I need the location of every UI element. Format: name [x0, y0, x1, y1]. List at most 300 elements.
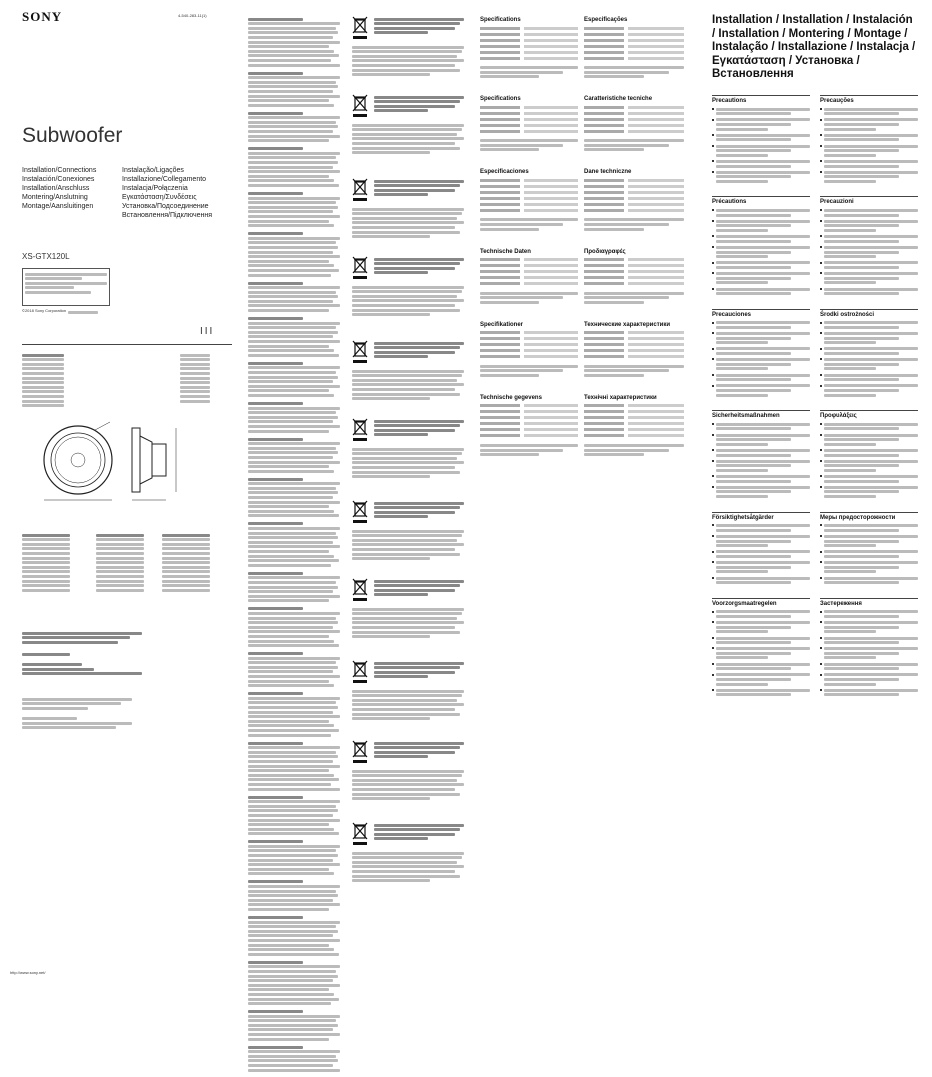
- text-line: [824, 347, 918, 350]
- text-line: [716, 209, 810, 212]
- disposal-text-column: [248, 0, 348, 992]
- precaution-title: Застереження: [820, 598, 918, 607]
- text-line: [352, 788, 455, 791]
- text-line: [352, 299, 464, 302]
- text-line: [716, 449, 810, 452]
- text-line: [352, 713, 460, 716]
- text-line: [248, 894, 338, 897]
- bullet-item: [820, 244, 918, 259]
- text-line: [716, 118, 810, 121]
- text-line: [248, 317, 303, 320]
- ref-mark: III: [200, 326, 215, 337]
- bullet-item: [820, 646, 918, 661]
- text-line: [824, 288, 918, 291]
- precaution-title: Sicherheitsmaßnahmen: [712, 410, 810, 419]
- text-line: [824, 427, 899, 430]
- model-number: XS-GTX120L: [22, 252, 70, 261]
- text-line: [248, 72, 303, 75]
- bin-paragraph: [352, 446, 464, 480]
- text-line: [248, 854, 338, 857]
- text-line: [248, 152, 340, 155]
- text-line: [248, 564, 331, 567]
- text-line: [352, 475, 430, 478]
- text-line: [716, 149, 791, 152]
- text-line: [248, 953, 339, 956]
- text-line: [716, 486, 810, 489]
- text-line: [374, 502, 464, 505]
- text-line: [480, 144, 563, 147]
- text-line: [248, 979, 333, 982]
- bullet-item: [712, 646, 810, 661]
- text-line: [480, 453, 539, 456]
- text-line: [248, 845, 340, 848]
- disposal-paragraph: [248, 362, 340, 397]
- text-line: [824, 112, 899, 115]
- bullet-item: [820, 549, 918, 560]
- text-line: [248, 501, 340, 504]
- text-line: [716, 652, 791, 655]
- text-line: [248, 1028, 333, 1031]
- disposal-paragraph: [248, 72, 340, 107]
- text-line: [716, 673, 810, 676]
- bullet-item: [712, 132, 810, 143]
- bullet-item: [820, 474, 918, 485]
- dimensions-list: [22, 352, 64, 409]
- text-line: [248, 1059, 338, 1062]
- spec-title: Specifications: [480, 96, 521, 103]
- spec-title: Dane techniczne: [584, 169, 632, 176]
- crossed-bin-icon: [352, 660, 368, 684]
- bin-text: [374, 94, 464, 114]
- text-line: [716, 544, 768, 547]
- text-line: [374, 584, 460, 587]
- bullet-item: [712, 383, 810, 398]
- text-line: [352, 534, 462, 537]
- text-line: [374, 31, 428, 34]
- text-line: [716, 363, 791, 366]
- disposal-paragraph: [248, 18, 340, 67]
- spec-row: [480, 128, 578, 134]
- text-line: [374, 515, 428, 518]
- precaution-section: [820, 410, 918, 499]
- text-line: [352, 852, 464, 855]
- text-line: [248, 751, 336, 754]
- subtitle-item: Instalação/Ligações: [122, 167, 184, 174]
- disposal-paragraph: [248, 438, 340, 473]
- text-line: [824, 577, 918, 580]
- bullet-item: [712, 158, 810, 169]
- bullet-item: [820, 169, 918, 184]
- text-line: [248, 1002, 331, 1005]
- precaution-title: Precauciones: [712, 309, 810, 318]
- text-line: [248, 1055, 336, 1058]
- text-line: [248, 166, 333, 169]
- bin-text: [374, 178, 464, 198]
- text-line: [248, 282, 303, 285]
- spec-title: Caratteristiche tecniche: [584, 96, 653, 103]
- text-line: [716, 378, 791, 381]
- text-line: [480, 296, 563, 299]
- bullet-item: [820, 143, 918, 158]
- text-line: [824, 165, 899, 168]
- text-line: [352, 124, 464, 127]
- text-line: [824, 209, 918, 212]
- text-line: [248, 220, 329, 223]
- text-line: [248, 1024, 338, 1027]
- text-line: [352, 137, 464, 140]
- text-line: [584, 66, 684, 69]
- text-line: [480, 301, 539, 304]
- text-line: [248, 545, 340, 548]
- text-line: [374, 262, 460, 265]
- spec-note: [480, 139, 578, 151]
- text-line: [248, 411, 336, 414]
- text-line: [248, 828, 334, 831]
- precaution-section: [820, 598, 918, 698]
- text-line: [824, 621, 918, 624]
- text-line: [248, 461, 340, 464]
- bullet-item: [820, 523, 918, 534]
- text-line: [824, 673, 918, 676]
- text-line: [824, 641, 899, 644]
- text-line: [716, 367, 768, 370]
- text-line: [374, 824, 464, 827]
- text-line: [824, 615, 899, 618]
- bullet-item: [712, 357, 810, 372]
- bin-column: [352, 0, 470, 992]
- text-line: [248, 998, 339, 1001]
- disposal-paragraph: [248, 147, 340, 187]
- product-title: Subwoofer: [22, 124, 123, 147]
- dimensions-list-2: [180, 352, 210, 404]
- bin-paragraph: [352, 44, 464, 78]
- text-line: [248, 729, 339, 732]
- bullet-item: [712, 169, 810, 184]
- text-line: [248, 335, 333, 338]
- text-line: [248, 890, 336, 893]
- text-line: [824, 438, 899, 441]
- text-line: [248, 322, 340, 325]
- text-line: [716, 235, 810, 238]
- spec-note: [584, 365, 684, 377]
- text-line: [352, 313, 430, 316]
- text-line: [716, 246, 810, 249]
- disposal-paragraph: [248, 522, 340, 566]
- precaution-title: Precautions: [712, 95, 810, 104]
- text-line: [374, 506, 460, 509]
- text-line: [716, 347, 810, 350]
- bullet-item: [712, 271, 810, 286]
- text-line: [824, 550, 918, 553]
- text-line: [248, 478, 303, 481]
- bullet-item: [712, 432, 810, 447]
- subtitle-item: Installation/Connections: [22, 167, 97, 174]
- text-line: [352, 457, 457, 460]
- text-line: [248, 644, 339, 647]
- text-line: [480, 365, 578, 368]
- text-line: [824, 561, 918, 564]
- text-line: [716, 667, 791, 670]
- text-line: [824, 555, 899, 558]
- text-line: [824, 647, 918, 650]
- text-line: [374, 105, 455, 108]
- text-line: [248, 64, 340, 67]
- spec-title: Technische gegevens: [480, 394, 542, 401]
- text-line: [248, 788, 340, 791]
- text-line: [248, 241, 336, 244]
- bullet-item: [712, 260, 810, 271]
- owner-note-box: [22, 268, 110, 306]
- text-line: [248, 130, 333, 133]
- spec-section: [480, 17, 578, 78]
- spec-section: [584, 249, 684, 304]
- text-line: [824, 656, 876, 659]
- subtitle-item: Встановлення/Підключення: [122, 212, 213, 219]
- subtitle-item: Installation/Anschluss: [22, 185, 90, 192]
- text-line: [248, 156, 336, 159]
- text-line: [352, 383, 464, 386]
- text-line: [248, 661, 336, 664]
- text-line: [352, 770, 464, 773]
- text-line: [716, 220, 810, 223]
- bullet-item: [712, 687, 810, 698]
- text-line: [374, 258, 464, 261]
- crossed-bin-icon: [352, 500, 368, 524]
- text-line: [352, 631, 460, 634]
- precaution-section: [820, 95, 918, 184]
- text-line: [248, 416, 338, 419]
- text-line: [248, 617, 336, 620]
- text-line: [352, 217, 457, 220]
- text-line: [374, 671, 455, 674]
- text-line: [248, 840, 303, 843]
- text-line: [352, 557, 430, 560]
- text-line: [716, 175, 791, 178]
- text-line: [248, 765, 340, 768]
- text-line: [824, 524, 918, 527]
- text-line: [248, 224, 334, 227]
- text-line: [248, 819, 340, 822]
- bullet-item: [712, 458, 810, 473]
- text-line: [480, 292, 578, 295]
- text-line: [824, 693, 899, 696]
- text-line: [716, 427, 791, 430]
- text-line: [352, 212, 462, 215]
- text-line: [824, 460, 918, 463]
- text-line: [374, 433, 428, 436]
- bullet-item: [712, 106, 810, 117]
- text-line: [824, 358, 918, 361]
- text-line: [716, 255, 768, 258]
- text-line: [374, 267, 455, 270]
- text-line: [248, 1064, 333, 1067]
- crossed-bin-icon: [352, 578, 368, 602]
- text-line: [248, 366, 340, 369]
- text-line: [248, 407, 340, 410]
- text-line: [824, 667, 899, 670]
- text-line: [248, 184, 339, 187]
- crossed-bin-icon: [352, 740, 368, 764]
- text-line: [248, 783, 331, 786]
- bullet-item: [820, 575, 918, 586]
- text-line: [584, 139, 684, 142]
- text-line: [248, 1046, 303, 1049]
- website-url[interactable]: http://www.sony.net/: [10, 970, 46, 975]
- bin-text: [374, 340, 464, 360]
- bin-paragraph: [352, 284, 464, 318]
- text-line: [248, 116, 340, 119]
- text-line: [248, 536, 338, 539]
- text-line: [248, 139, 329, 142]
- text-line: [374, 742, 464, 745]
- bullet-item: [712, 484, 810, 499]
- spec-section: [584, 17, 684, 78]
- bullet-item: [820, 672, 918, 687]
- disposal-paragraph: [248, 1010, 340, 1041]
- bin-text: [374, 16, 464, 36]
- disposal-paragraph: [248, 961, 340, 1005]
- text-line: [248, 491, 338, 494]
- text-line: [716, 490, 791, 493]
- info-block: [22, 630, 142, 677]
- info-block-2: [22, 696, 132, 731]
- text-line: [248, 304, 340, 307]
- spec-row: [584, 207, 684, 213]
- text-line: [584, 301, 644, 304]
- text-line: [352, 708, 455, 711]
- text-line: [248, 269, 339, 272]
- text-line: [824, 160, 918, 163]
- bin-text: [374, 500, 464, 520]
- text-line: [248, 442, 340, 445]
- text-line: [716, 214, 791, 217]
- text-line: [248, 59, 331, 62]
- text-line: [824, 341, 876, 344]
- disposal-paragraph: [248, 192, 340, 227]
- text-line: [248, 1015, 340, 1018]
- text-line: [824, 352, 899, 355]
- text-line: [248, 291, 336, 294]
- bullet-item: [712, 523, 810, 534]
- text-line: [248, 1050, 340, 1053]
- text-line: [716, 535, 810, 538]
- spec-note: [480, 365, 578, 377]
- text-line: [716, 165, 791, 168]
- text-line: [716, 281, 768, 284]
- text-line: [248, 652, 303, 655]
- text-line: [824, 454, 899, 457]
- bullet-item: [712, 560, 810, 575]
- text-line: [716, 134, 810, 137]
- text-line: [824, 434, 918, 437]
- text-line: [374, 342, 464, 345]
- spec-note: [584, 139, 684, 151]
- text-line: [248, 746, 340, 749]
- text-line: [352, 690, 464, 693]
- text-line: [352, 466, 455, 469]
- text-line: [248, 147, 303, 150]
- bullet-item: [820, 234, 918, 245]
- text-line: [824, 480, 899, 483]
- text-line: [824, 292, 899, 295]
- text-line: [374, 184, 460, 187]
- text-line: [584, 292, 684, 295]
- disposal-paragraph: [248, 112, 340, 143]
- spec-section: [480, 249, 578, 304]
- bullet-item: [820, 357, 918, 372]
- text-line: [716, 171, 810, 174]
- text-line: [480, 218, 578, 221]
- text-line: [824, 443, 876, 446]
- text-line: [584, 148, 644, 151]
- bullet-item: [712, 533, 810, 548]
- text-line: [352, 879, 430, 882]
- text-line: [824, 145, 918, 148]
- spec-row: [584, 128, 684, 134]
- text-line: [716, 570, 768, 573]
- bullet-item: [712, 244, 810, 259]
- spec-row: [480, 281, 578, 287]
- text-line: [824, 469, 876, 472]
- text-line: [716, 693, 791, 696]
- text-line: [716, 555, 791, 558]
- text-line: [374, 424, 460, 427]
- text-line: [352, 309, 460, 312]
- precaution-section: [712, 598, 810, 698]
- spec-blocks-1: [480, 14, 578, 474]
- text-line: [824, 272, 918, 275]
- bin-paragraph: [352, 850, 464, 884]
- text-line: [248, 232, 303, 235]
- bin-paragraph: [352, 606, 464, 640]
- spec-title: Technische Daten: [480, 248, 531, 255]
- text-line: [480, 66, 578, 69]
- text-line: [716, 464, 791, 467]
- text-line: [352, 393, 460, 396]
- spec-title: Especificaciones: [480, 169, 529, 176]
- bullet-item: [820, 687, 918, 698]
- text-line: [374, 189, 455, 192]
- text-line: [716, 266, 791, 269]
- text-line: [352, 717, 430, 720]
- text-line: [824, 220, 918, 223]
- spec-column-1: [480, 0, 578, 992]
- spec-column-2: [584, 0, 684, 992]
- disposal-paragraph: [248, 317, 340, 357]
- text-line: [716, 550, 810, 553]
- text-line: [352, 635, 430, 638]
- disposal-paragraph: [248, 840, 340, 875]
- bullet-item: [712, 609, 810, 620]
- text-line: [352, 861, 457, 864]
- text-line: [716, 128, 768, 131]
- text-line: [248, 778, 339, 781]
- text-line: [352, 370, 464, 373]
- text-line: [248, 868, 329, 871]
- text-line: [824, 389, 899, 392]
- text-line: [374, 666, 460, 669]
- text-line: [248, 246, 338, 249]
- text-line: [248, 590, 333, 593]
- text-line: [248, 916, 303, 919]
- text-line: [824, 535, 918, 538]
- bullet-item: [712, 575, 810, 586]
- spec-section: [480, 322, 578, 377]
- bullet-item: [820, 117, 918, 132]
- text-line: [824, 663, 918, 666]
- text-line: [584, 75, 644, 78]
- spec-note: [480, 444, 578, 456]
